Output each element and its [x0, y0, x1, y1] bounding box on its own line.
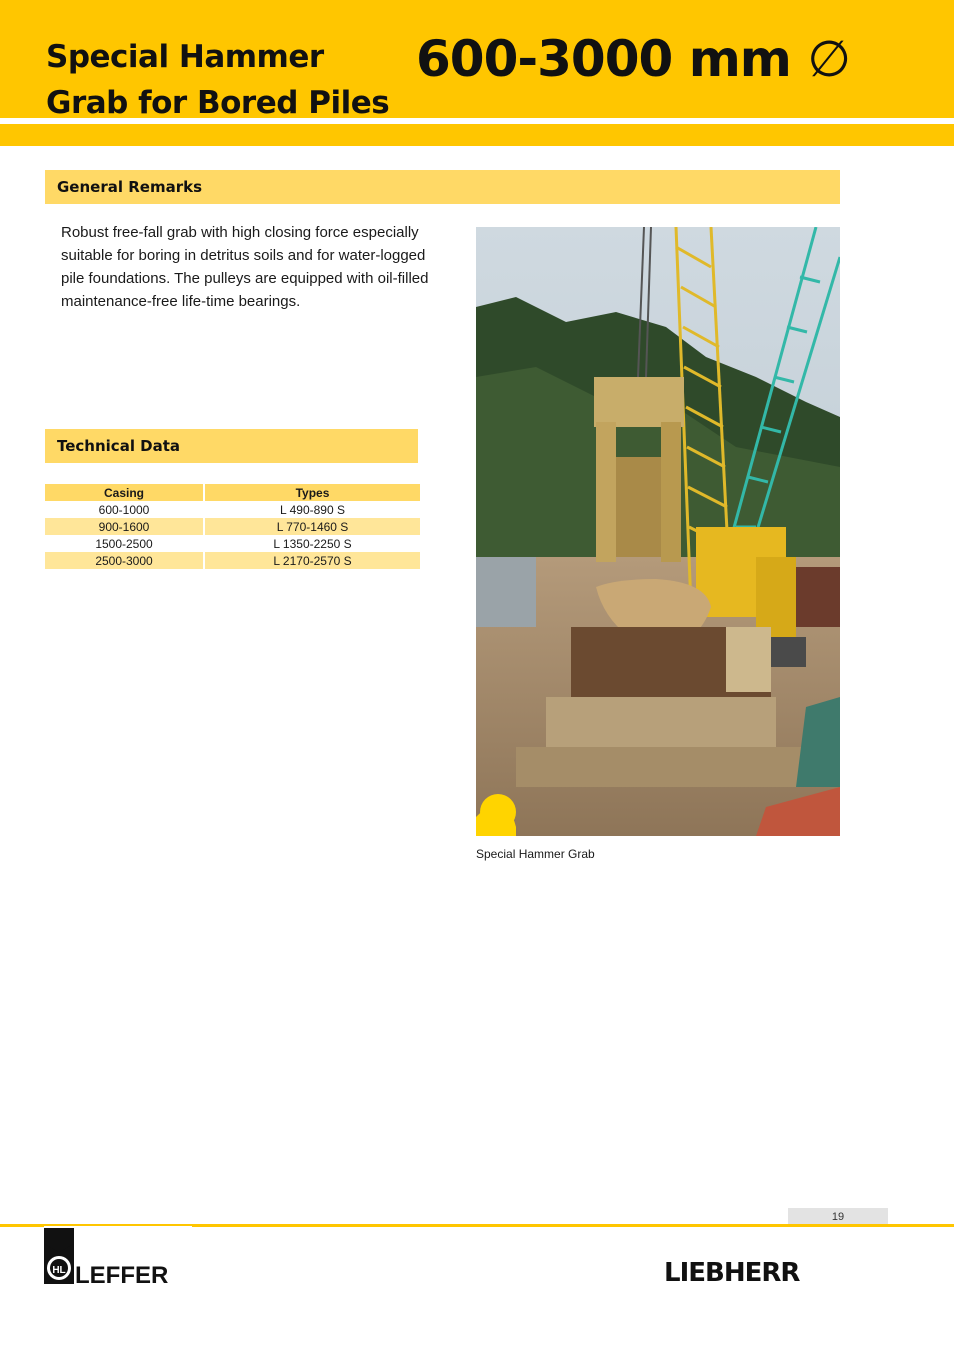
liebherr-wordmark: LIEBHERR: [664, 1258, 800, 1283]
page-number: 19: [788, 1208, 888, 1226]
title-line-1: Special Hammer: [46, 39, 324, 75]
photo-caption: Special Hammer Grab: [476, 847, 595, 861]
column-header-types: Types: [204, 484, 420, 501]
casing-cell: 600-1000: [98, 502, 150, 517]
leffer-logo: [44, 1226, 192, 1286]
general-remarks-text: Robust free-fall grab with high closing force especially suitable for boring in detritus soils and for water-logged pile foundations. The pulleys are equipped with oil-filled maintenance-free life-time bearings.: [61, 224, 429, 310]
leffer-wordmark: LEFFER: [75, 1262, 169, 1286]
types-cell: L 770-1460 S: [204, 518, 420, 535]
page-title: [46, 34, 389, 126]
table-row: [45, 552, 420, 569]
column-header-casing: Casing: [45, 484, 204, 501]
range-text: 600-3000 mm: [416, 30, 791, 88]
types-cell: L 1350-2250 S: [204, 535, 420, 552]
diameter-symbol: ∅: [807, 30, 850, 88]
general-remarks-heading: General Remarks: [57, 178, 202, 196]
technical-data-bar: [45, 429, 418, 463]
casing-cell: 2500-3000: [45, 552, 204, 569]
technical-data-table: [45, 484, 420, 569]
types-cell: L 2170-2570 S: [204, 552, 420, 569]
hammer-grab-photo: [476, 227, 840, 836]
general-remarks-bar: [45, 170, 840, 204]
table-row: [45, 501, 420, 518]
table-row: [45, 518, 420, 535]
casing-cell: 900-1600: [45, 518, 204, 535]
table-row: [45, 535, 420, 552]
types-cell: L 490-890 S: [204, 501, 420, 518]
diameter-range: [416, 26, 850, 92]
technical-data-heading: Technical Data: [57, 437, 181, 455]
liebherr-logo: [664, 1257, 842, 1288]
svg-text:HL: HL: [52, 1265, 66, 1276]
header-stripe: [0, 124, 954, 146]
title-line-2: Grab for Bored Piles: [46, 85, 390, 121]
casing-cell: 1500-2500: [95, 536, 153, 551]
table-header-row: [45, 484, 420, 501]
